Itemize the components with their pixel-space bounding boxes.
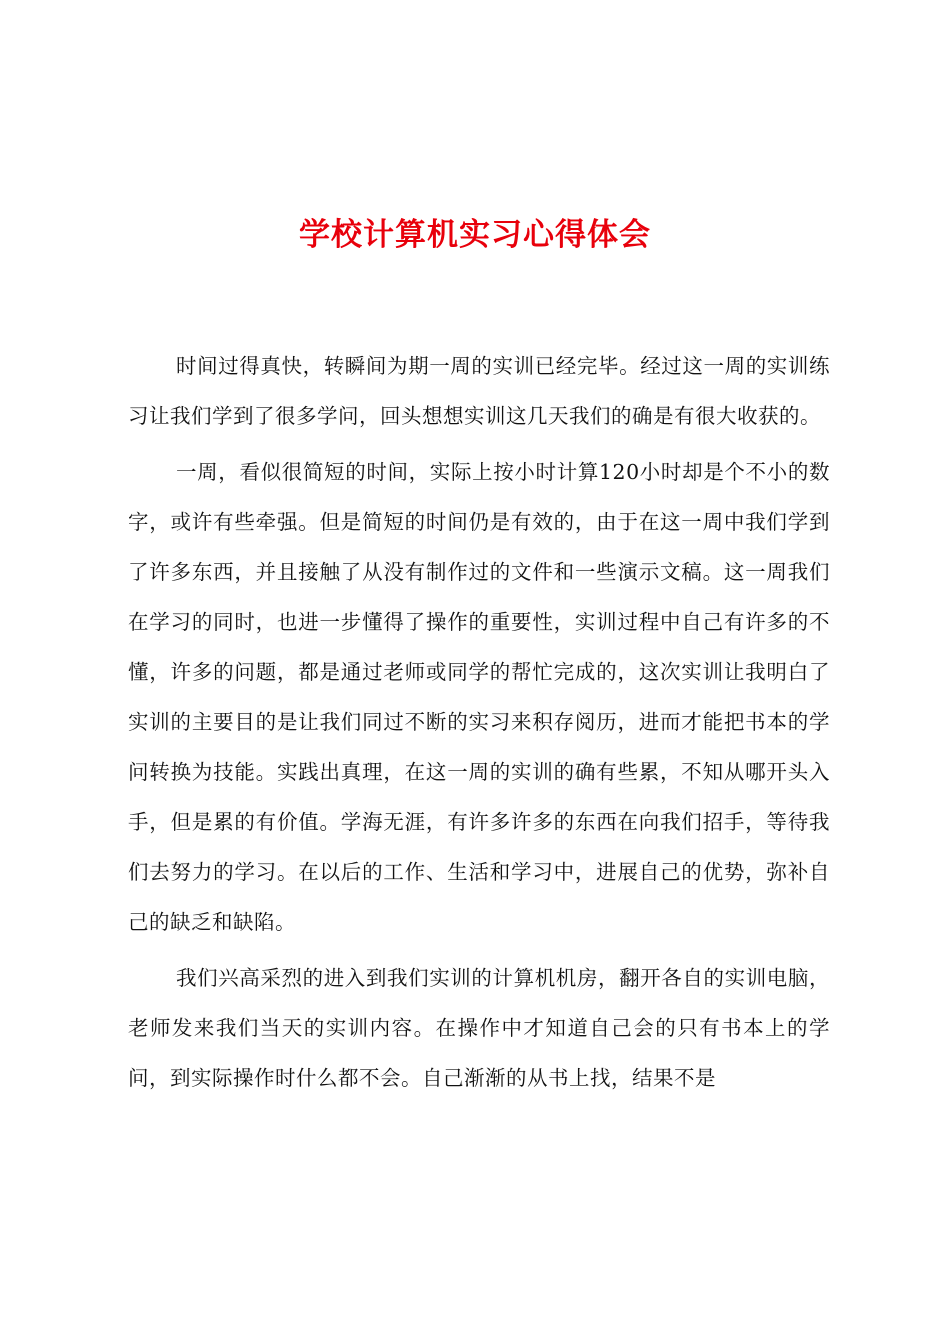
- paragraph: 时间过得真快，转瞬间为期一周的实训已经完毕。经过这一周的实训练习让我们学到了很多学问，回头想想实训这几天我们的确是有很大收获的。: [128, 354, 830, 428]
- document-body: [128, 341, 830, 1109]
- paragraph: 我们兴高采烈的进入到我们实训的计算机机房，翻开各自的实训电脑，老师发来我们当天的实训内容。在操作中才知道自己会的只有书本上的学问，到实际操作时什么都不会。自己渐渐的从书上找，结果不是: [128, 966, 830, 1090]
- paragraph: 一周，看似很简短的时间，实际上按小时计算120小时却是个不小的数字，或许有些牵强。但是简短的时间仍是有效的，由于在这一周中我们学到了许多东西，并且接触了从没有制作过的文件和一些演示文稿。这一周我们在学习的同时，也进一步懂得了操作的重要性，实训过程中自己有许多的不懂，许多的问题，都是通过老师或同学的帮忙完成的，这次实训让我明白了实训的主要目的是让我们同过不断的实习来积存阅历，进而才能把书本的学问转换为技能。实践出真理，在这一周的实训的确有些累，不知从哪开头入手，但是累的有价值。学海无涯，有许多许多的东西在向我们招手，等待我们去努力的学习。在以后的工作、生活和学习中，进展自己的优势，弥补自己的缺乏和缺陷。: [128, 460, 830, 934]
- document-title: 学校计算机实习心得体会: [299, 217, 651, 253]
